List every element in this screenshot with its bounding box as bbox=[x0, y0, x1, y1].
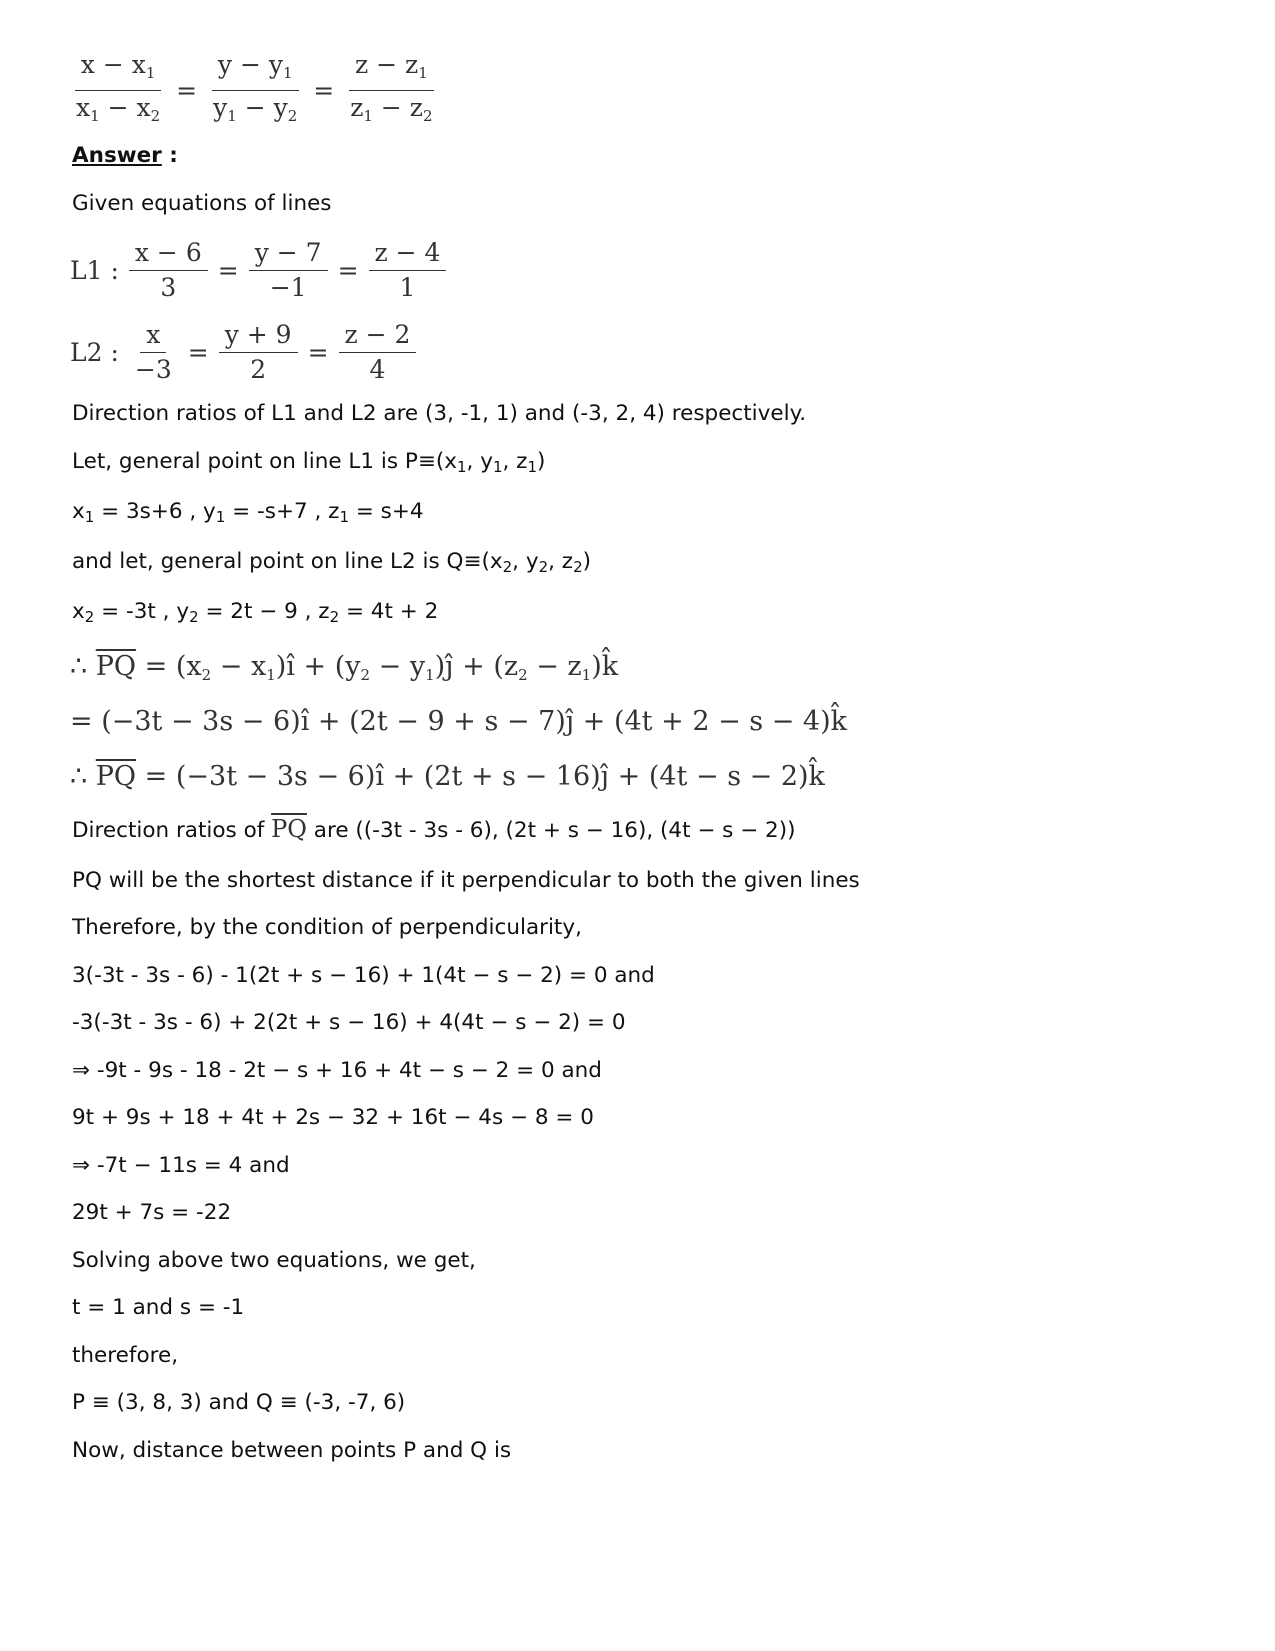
therefore-text: therefore, bbox=[72, 1343, 179, 1368]
point-q-text: and let, general point on line L2 is $Q\equiv(x_2$, $y_2$, $z_2$) bbox=[72, 549, 592, 576]
condition-1: 3(-3t - 3s - 6) - 1(2t + s − 16) + 1(4t − s − 2) = 0 and bbox=[72, 963, 655, 988]
perpendicularity-text: Therefore, by the condition of perpendicularity, bbox=[72, 915, 582, 940]
shortest-distance-text: PQ will be the shortest distance if it perpendicular to both the given lines bbox=[72, 868, 860, 893]
distance-text: Now, distance between points P and Q is bbox=[72, 1438, 512, 1463]
simplified-1: ⇒ -7t − 11s = 4 and bbox=[72, 1153, 290, 1178]
answer-heading: Answer : bbox=[72, 143, 178, 168]
vector-pq-general: ∴ $\overline{PQ} = (x2$ − x1)î + (y2 − y1)ĵ + (z2 − z1)k̂ bbox=[70, 651, 619, 684]
top-equation: $\frac{x - x_1}{x_1 - x_2}$ = $\frac{y - y_1}{y_1 - y_2}$ = $\frac{z - z_1}{z_1 - z_2}$ bbox=[70, 52, 439, 129]
point-q-coordinates: $x_2 = -3t$ , $y_2 = 2t - 9$ , $z_2 = 4t + 2$ bbox=[72, 599, 439, 626]
given-text: Given equations of lines bbox=[72, 191, 332, 216]
solution-text: t = 1 and s = -1 bbox=[72, 1295, 245, 1320]
simplified-2: 29t + 7s = -22 bbox=[72, 1200, 232, 1225]
fraction-y: $\frac{y - y_1}{y_1 - y_2}$ bbox=[213, 50, 298, 125]
points-text: P ≡ (3, 8, 3) and Q ≡ (-3, -7, 6) bbox=[72, 1390, 406, 1415]
expansion-1: ⇒ -9t - 9s - 18 - 2t − s + 16 + 4t − s − 2 = 0 and bbox=[72, 1058, 602, 1083]
vector-pq-simplified: ∴ $\overline{PQ} = (-3t - 3s$ − 6)î + (2t + s − 16)ĵ + (4t − s − 2)k̂ bbox=[70, 761, 825, 792]
direction-ratios-pq: Direction ratios of $\overline{PQ}$ are ((-3t - 3s - 6), (2t + s − 16), (4t − s − 2)) bbox=[72, 815, 796, 843]
line-l1-equation: L1 : $\frac{x - 6}{3}$ = $\frac{y - 7}{-1}$ = $\frac{z - 4}{1}$ bbox=[70, 240, 446, 301]
point-p-coordinates: $x_1 = 3s+6$ , $y_1 = -s+7$ , $z_1 = s+4$ bbox=[72, 499, 424, 526]
condition-2: -3(-3t - 3s - 6) + 2(2t + s − 16) + 4(4t − s − 2) = 0 bbox=[72, 1010, 626, 1035]
direction-ratios-text: Direction ratios of L1 and L2 are (3, -1, 1) and (-3, 2, 4) respectively. bbox=[72, 401, 807, 426]
solving-text: Solving above two equations, we get, bbox=[72, 1248, 476, 1273]
point-p-text: Let, general point on line L1 is $P\equiv(x_1$, $y_1$, $z_1$) bbox=[72, 449, 546, 476]
expansion-2: 9t + 9s + 18 + 4t + 2s − 32 + 16t − 4s − 8 = 0 bbox=[72, 1105, 594, 1130]
fraction-x: $\frac{x - x_1}{x_1 - x_2}$ bbox=[76, 50, 161, 125]
fraction-z: $\frac{z - z_1}{z_1 - z_2}$ bbox=[350, 50, 433, 125]
vector-pq-substituted: = (−3t − 3s − 6)î + (2t − 9 + s − 7)ĵ + (4t + 2 − s − 4)k̂ bbox=[70, 706, 848, 737]
line-l2-equation: L2 : $\frac{x}{-3}$ = $\frac{y + 9}{2}$ = $\frac{z - 2}{4}$ bbox=[70, 322, 416, 383]
